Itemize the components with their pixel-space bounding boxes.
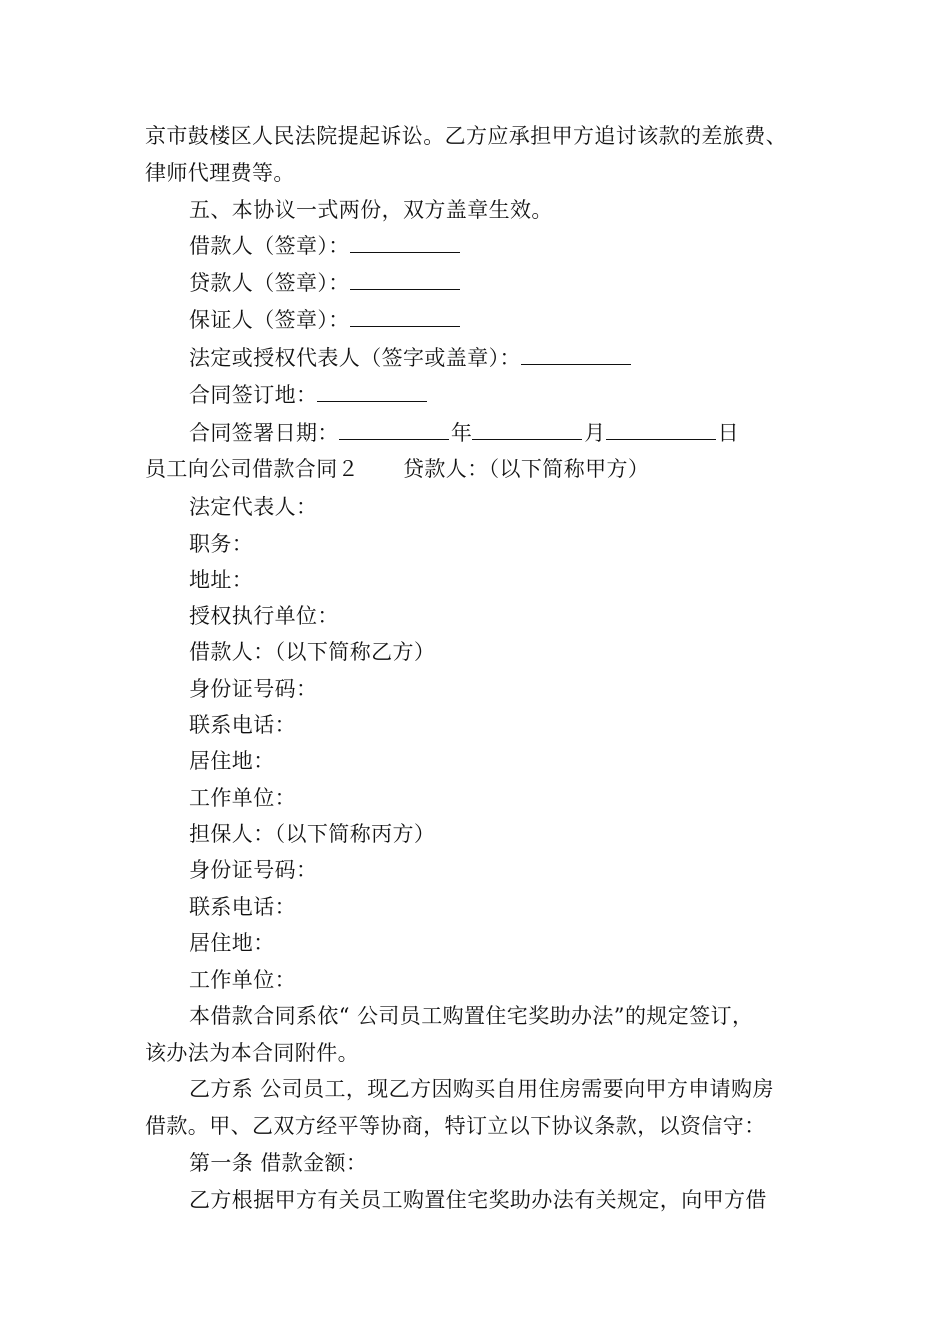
signing-place-label: 合同签订地：: [189, 383, 318, 407]
date-blank: [472, 421, 582, 440]
signature-guarantor: [189, 307, 462, 333]
field-line: 地址：: [189, 568, 254, 592]
date-blank: [606, 421, 716, 440]
signature-blank: [350, 234, 460, 253]
signature-blank: [317, 383, 427, 402]
paragraph-line: 乙方根据甲方有关员工购置住宅奖助办法有关规定，向甲方借: [189, 1188, 767, 1212]
signature-blank: [521, 346, 631, 365]
signature-blank: [350, 271, 460, 290]
field-line: 法定代表人：: [189, 495, 318, 519]
field-line: 工作单位：: [189, 968, 296, 992]
signature-lender-label: 贷款人（签章）：: [189, 271, 350, 295]
date-blank: [339, 421, 449, 440]
signature-representative-label: 法定或授权代表人（签字或盖章）：: [189, 346, 521, 370]
contract-title: [145, 456, 649, 482]
field-line: 居住地：: [189, 749, 275, 773]
signing-date-label: 合同签署日期：: [189, 421, 339, 445]
signing-place: [189, 382, 429, 408]
field-line: 职务：: [189, 532, 254, 556]
field-line: 身份证号码：: [189, 677, 318, 701]
field-line: 联系电话：: [189, 895, 296, 919]
field-line: 联系电话：: [189, 713, 296, 737]
lender-party: 贷款人：（以下简称甲方）: [403, 457, 650, 481]
signature-borrower-label: 借款人（签章）：: [189, 234, 350, 258]
field-line: 授权执行单位：: [189, 604, 339, 628]
signature-guarantor-label: 保证人（签章）：: [189, 308, 350, 332]
contract-title-text: 员工向公司借款合同２: [145, 457, 359, 481]
paragraph-line: 律师代理费等。: [145, 161, 295, 185]
field-line: 身份证号码：: [189, 858, 318, 882]
clause-five: 五、本协议一式两份，双方盖章生效。: [189, 198, 553, 222]
article-heading: 第一条 借款金额：: [189, 1151, 368, 1175]
paragraph-line: 京市鼓楼区人民法院提起诉讼。乙方应承担甲方追讨该款的差旅费、: [145, 124, 787, 148]
signature-blank: [350, 308, 460, 327]
field-line: 借款人：（以下简称乙方）: [189, 640, 436, 664]
field-line: 居住地：: [189, 931, 275, 955]
paragraph-line: 借款。甲、乙双方经平等协商，特订立以下协议条款，以资信守：: [145, 1114, 766, 1138]
signature-representative: [189, 345, 633, 371]
signature-lender: [189, 270, 462, 296]
paragraph-line: 该办法为本合同附件。: [145, 1041, 359, 1065]
day-label: 日: [717, 421, 740, 445]
field-line: 担保人：（以下简称丙方）: [189, 822, 436, 846]
year-label: 年: [450, 421, 473, 445]
field-line: 工作单位：: [189, 786, 296, 810]
paragraph-line: 乙方系 公司员工，现乙方因购买自用住房需要向甲方申请购房: [189, 1077, 774, 1101]
month-label: 月: [584, 421, 606, 445]
signing-date: [189, 420, 739, 446]
paragraph-line: 本借款合同系依“ 公司员工购置住宅奖助办法”的规定签订，: [189, 1004, 754, 1028]
signature-borrower: [189, 233, 462, 259]
